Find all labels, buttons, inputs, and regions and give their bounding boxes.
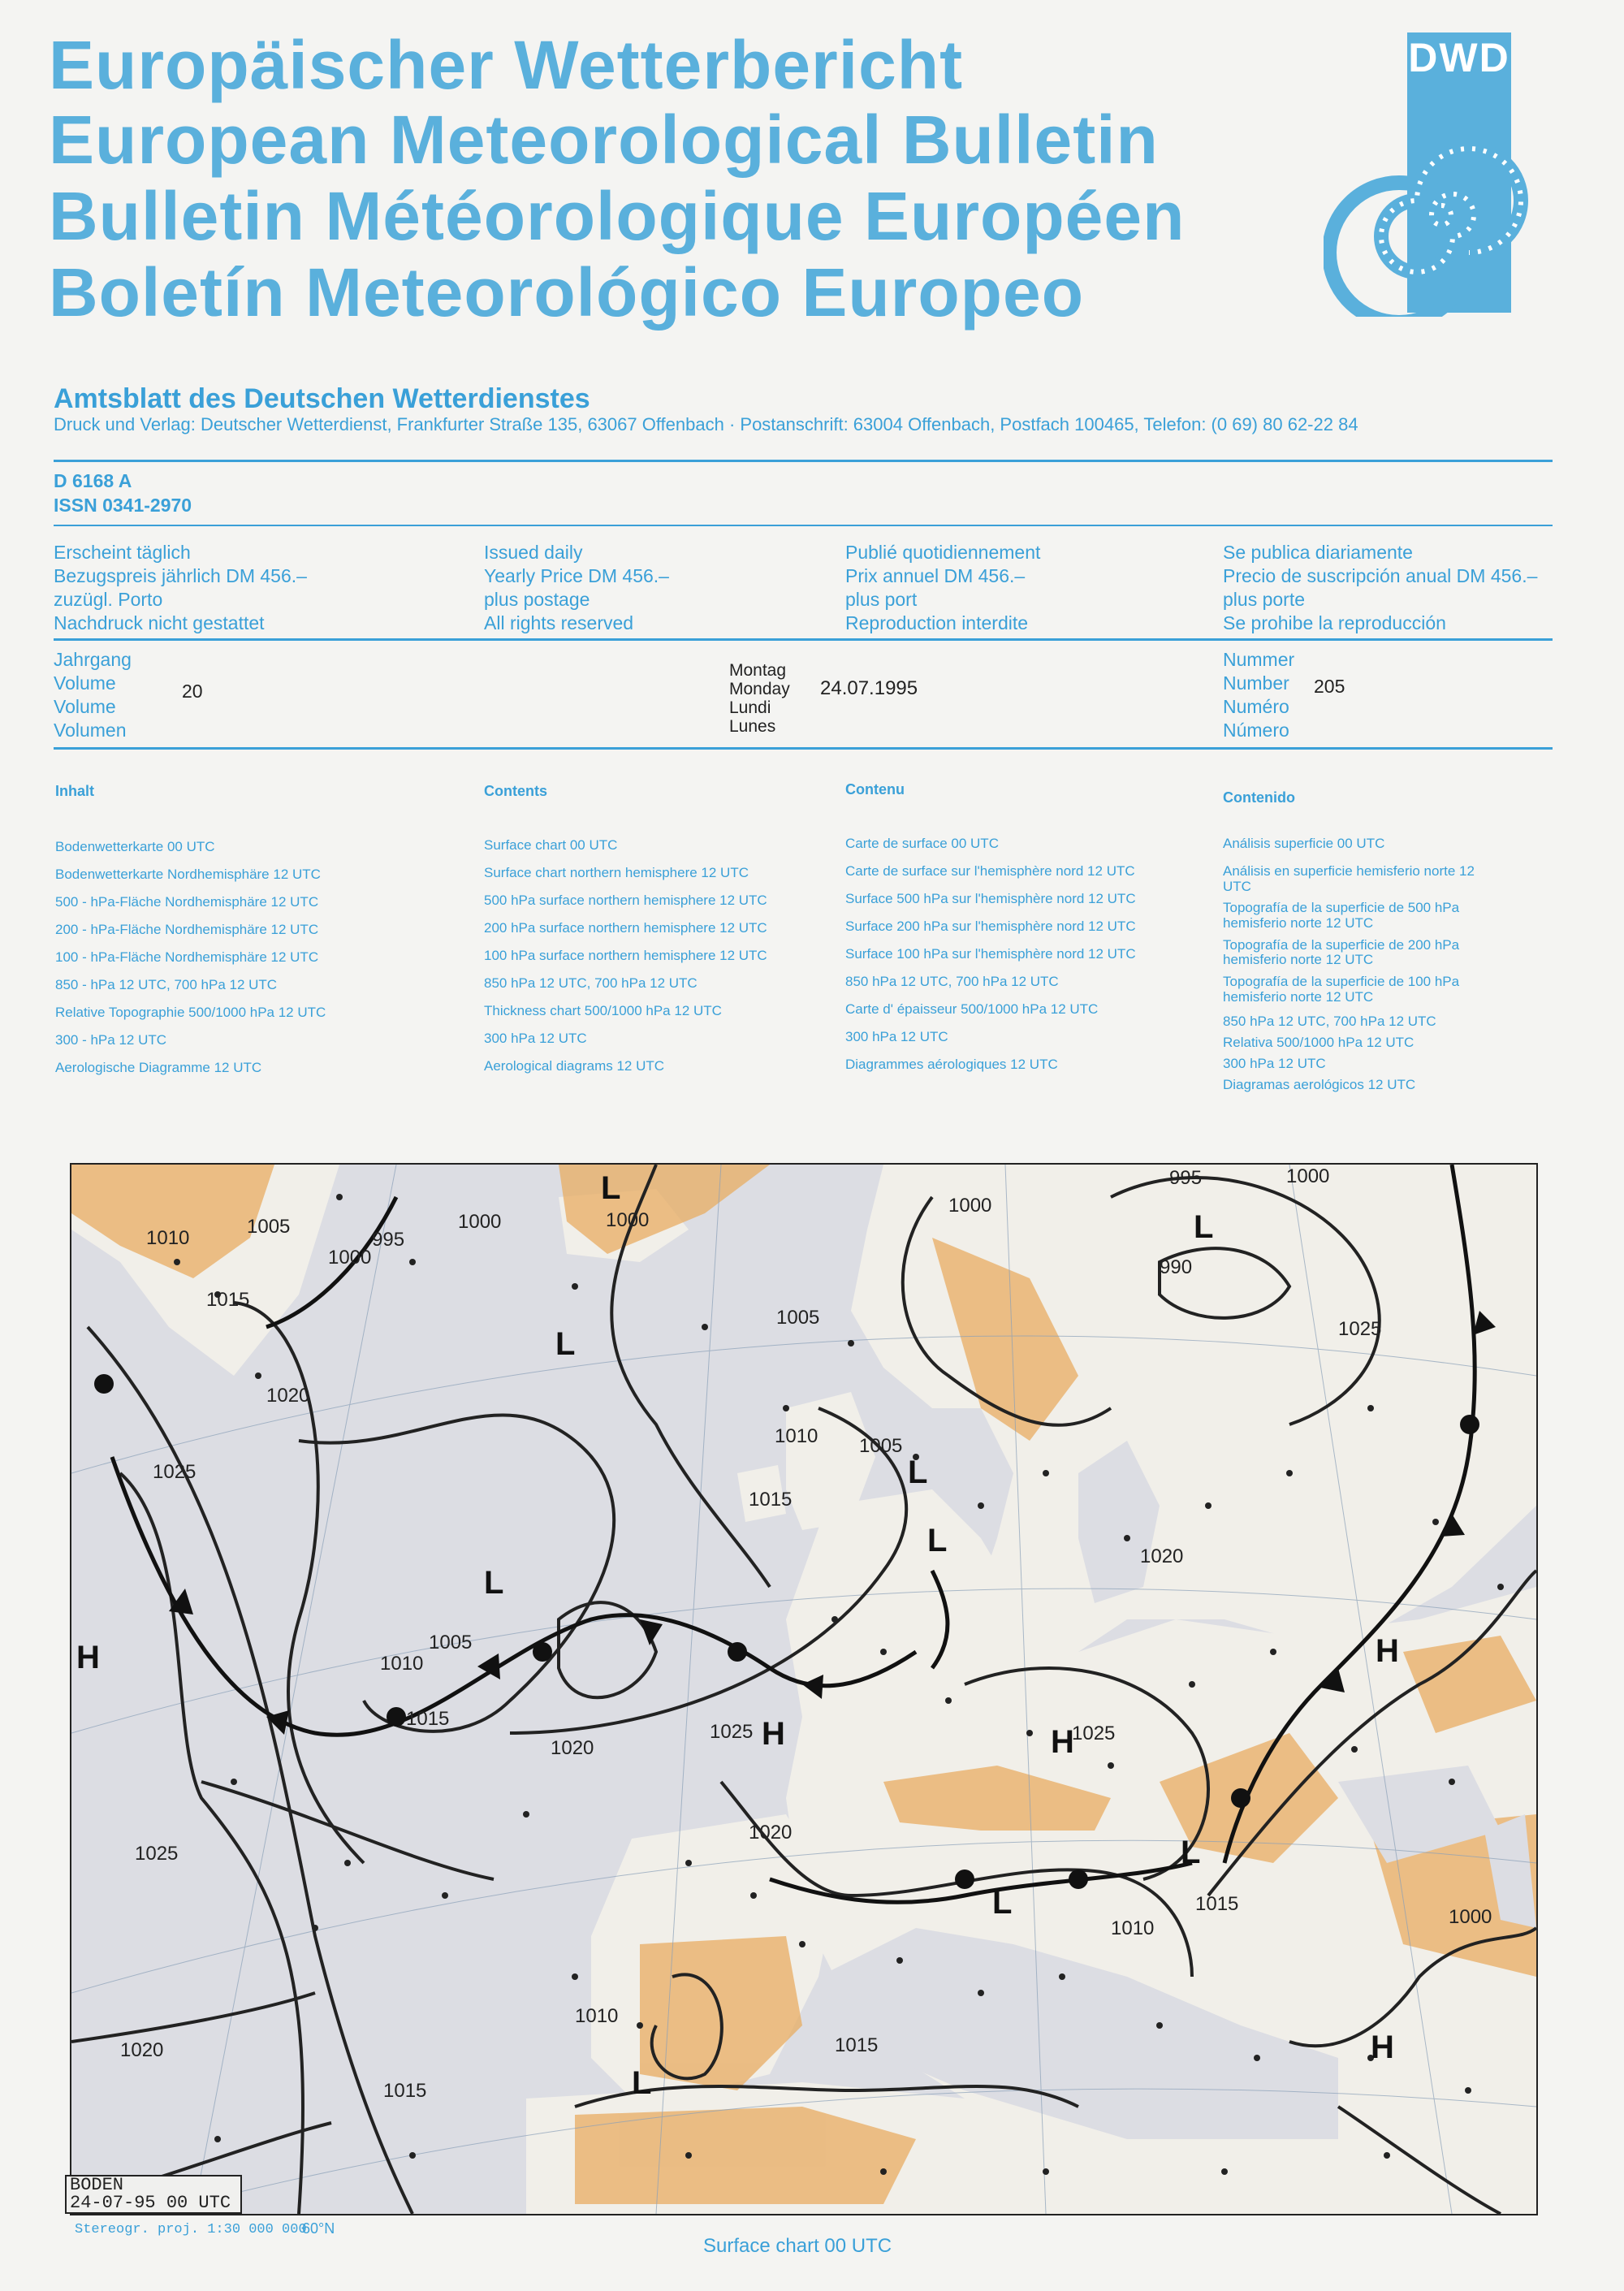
surface-weather-map xyxy=(70,1163,1538,2215)
volume-label: Volume xyxy=(54,672,116,694)
divider xyxy=(54,638,1553,641)
isobar-label: 1000 xyxy=(458,1211,502,1233)
contents-item: Carte de surface sur l'hemisphère nord 12 UTC xyxy=(845,863,1135,879)
id-code: D 6168 A xyxy=(54,470,132,491)
contents-heading-german: Inhalt xyxy=(55,783,94,799)
info-line: Prix annuel DM 456.– xyxy=(845,564,1026,586)
title-german: Europäischer Wetterbericht xyxy=(49,27,964,103)
low-center: L xyxy=(555,1326,576,1362)
contents-item: 850 hPa 12 UTC, 700 hPa 12 UTC xyxy=(484,975,698,991)
number-label: Number xyxy=(1223,672,1289,694)
day-label: Lundi xyxy=(729,698,771,718)
info-line: Precio de suscripción anual DM 456.– xyxy=(1223,564,1538,586)
info-spanish xyxy=(1223,541,1537,635)
spiral-logo-icon xyxy=(1324,114,1559,317)
title-english: European Meteorological Bulletin xyxy=(49,102,1159,178)
isobar-label: 990 xyxy=(1160,1256,1193,1278)
isobar-label: 1010 xyxy=(146,1227,190,1249)
low-center: L xyxy=(632,2065,652,2101)
low-center: L xyxy=(992,1885,1013,1921)
isobar-label: 1025 xyxy=(153,1461,197,1483)
contents-item: 500 - hPa-Fläche Nordhemisphäre 12 UTC xyxy=(55,894,319,910)
info-line: Issued daily xyxy=(484,542,583,563)
number-label: Numéro xyxy=(1223,695,1289,717)
map-svg xyxy=(71,1165,1536,2214)
isobar-label: 1000 xyxy=(328,1247,372,1269)
day-label: Montag xyxy=(729,661,787,680)
low-center: L xyxy=(908,1455,928,1490)
contents-item: Análisis en superficie hemisferio norte 12 UTC xyxy=(1223,863,1475,894)
contents-item: Aerologische Diagramme 12 UTC xyxy=(55,1060,262,1075)
contents-heading-french: Contenu xyxy=(845,781,905,798)
isobar-label: 1000 xyxy=(606,1209,650,1231)
info-line: plus postage xyxy=(484,588,590,610)
isobar-label: 1020 xyxy=(749,1822,793,1844)
isobar-label: 1025 xyxy=(135,1843,179,1865)
high-center: H xyxy=(1371,2029,1394,2065)
contents-item: Surface 500 hPa sur l'hemisphère nord 12 UTC xyxy=(845,891,1136,906)
isobar-label: 1010 xyxy=(575,2005,619,2027)
contents-item: Surface chart 00 UTC xyxy=(484,837,618,853)
divider xyxy=(54,747,1553,750)
contents-item: Topografía de la superficie de 100 hPa hemisferio norte 12 UTC xyxy=(1223,974,1460,1005)
contents-item: Relative Topographie 500/1000 hPa 12 UTC xyxy=(55,1005,326,1020)
info-line: Publié quotidiennement xyxy=(845,542,1041,563)
low-center: L xyxy=(484,1565,504,1601)
number-label: Número xyxy=(1223,719,1289,741)
contents-heading-spanish: Contenido xyxy=(1223,789,1295,806)
high-center: H xyxy=(762,1716,785,1752)
contents-item: Surface chart northern hemisphere 12 UTC xyxy=(484,865,749,880)
info-line: Nachdruck nicht gestattet xyxy=(54,612,265,633)
volume-label: Volumen xyxy=(54,719,127,741)
issn: ISSN 0341-2970 xyxy=(54,495,192,516)
info-german xyxy=(54,541,307,635)
title-spanish: Boletín Meteorológico Europeo xyxy=(49,254,1085,331)
contents-item: Bodenwetterkarte Nordhemisphäre 12 UTC xyxy=(55,867,321,882)
contents-item: 300 - hPa 12 UTC xyxy=(55,1032,167,1048)
contents-item: Thickness chart 500/1000 hPa 12 UTC xyxy=(484,1003,722,1018)
day-label: Monday xyxy=(729,680,790,699)
contents-item: 100 hPa surface northern hemisphere 12 UTC xyxy=(484,948,767,963)
contents-german xyxy=(55,833,326,1082)
latitude-label: 60°N xyxy=(302,2220,335,2237)
day-labels xyxy=(729,661,790,736)
contents-item: Diagrammes aérologiques 12 UTC xyxy=(845,1057,1058,1072)
isobar-label: 1020 xyxy=(551,1737,594,1759)
day-label: Lunes xyxy=(729,717,776,737)
isobar-label: 1015 xyxy=(835,2034,879,2056)
low-center: L xyxy=(1194,1209,1214,1245)
contents-item: 850 - hPa 12 UTC, 700 hPa 12 UTC xyxy=(55,977,278,992)
contents-french xyxy=(845,830,1136,1078)
info-line: Erscheint täglich xyxy=(54,542,191,563)
contents-item: Topografía de la superficie de 200 hPa hemisferio norte 12 UTC xyxy=(1223,936,1460,968)
contents-item: Surface 100 hPa sur l'hemisphère nord 12 UTC xyxy=(845,946,1136,962)
issue-number: 205 xyxy=(1314,676,1345,697)
low-center: L xyxy=(927,1523,948,1558)
info-line: plus port xyxy=(845,588,918,610)
isobar-label: 1025 xyxy=(1072,1723,1116,1744)
isobar-label: 1010 xyxy=(380,1653,424,1675)
isobar-label: 1005 xyxy=(859,1435,903,1457)
high-center: H xyxy=(1376,1633,1399,1669)
contents-item: 200 hPa surface northern hemisphere 12 UTC xyxy=(484,920,767,936)
stamp-line: 24-07-95 00 UTC xyxy=(70,2193,231,2213)
isobar-label: 995 xyxy=(1169,1167,1203,1189)
isobar-label: 1000 xyxy=(948,1195,992,1217)
low-center: L xyxy=(1181,1835,1201,1870)
isobar-label: 1005 xyxy=(247,1216,291,1238)
volume-labels xyxy=(54,648,132,742)
low-center: L xyxy=(601,1170,621,1206)
high-center: H xyxy=(76,1640,100,1675)
publisher-address: Druck und Verlag: Deutscher Wetterdienst, Frankfurter Straße 135, 63067 Offenbach · Postanschrift: 63004 Offenbach, Postfach 100465, Telefon: (0 69) 80 62-22 84 xyxy=(54,414,1358,434)
info-line: Yearly Price DM 456.– xyxy=(484,564,669,586)
isobar-label: 1025 xyxy=(1338,1318,1382,1340)
contents-item: 300 hPa 12 UTC xyxy=(1223,1055,1326,1071)
contents-item: Surface 200 hPa sur l'hemisphère nord 12 UTC xyxy=(845,919,1136,934)
contents-item: Carte d' épaisseur 500/1000 hPa 12 UTC xyxy=(845,1001,1099,1017)
contents-item: Análisis superficie 00 UTC xyxy=(1223,836,1385,851)
info-line: Reproduction interdite xyxy=(845,612,1029,633)
volume-value: 20 xyxy=(182,681,203,702)
info-line: All rights reserved xyxy=(484,612,634,633)
info-french xyxy=(845,541,1040,635)
contents-item: 850 hPa 12 UTC, 700 hPa 12 UTC xyxy=(1223,1013,1436,1029)
volume-label: Volume xyxy=(54,695,116,717)
isobar-label: 1025 xyxy=(710,1721,754,1743)
contents-item: 200 - hPa-Fläche Nordhemisphäre 12 UTC xyxy=(55,922,319,937)
divider xyxy=(54,460,1553,462)
isobar-label: 1010 xyxy=(775,1425,818,1447)
isobar-label: 995 xyxy=(372,1229,405,1251)
info-line: plus porte xyxy=(1223,588,1306,610)
title-french: Bulletin Météorologique Européen xyxy=(49,178,1186,254)
isobar-label: 1020 xyxy=(1140,1545,1184,1567)
isobar-label: 1015 xyxy=(1195,1893,1239,1915)
number-label: Nummer xyxy=(1223,649,1295,670)
isobar-label: 1015 xyxy=(206,1289,250,1311)
chart-stamp xyxy=(65,2175,242,2214)
publisher-title: Amtsblatt des Deutschen Wetterdienstes xyxy=(54,383,590,414)
contents-item: 300 hPa 12 UTC xyxy=(484,1031,587,1046)
contents-item: 500 hPa surface northern hemisphere 12 UTC xyxy=(484,893,767,908)
isobar-label: 1015 xyxy=(383,2080,427,2102)
isobar-label: 1015 xyxy=(406,1708,450,1730)
map-caption: Surface chart 00 UTC xyxy=(703,2235,892,2257)
contents-item: Aerological diagrams 12 UTC xyxy=(484,1058,665,1074)
high-center: H xyxy=(1051,1724,1074,1760)
info-line: Bezugspreis jährlich DM 456.– xyxy=(54,564,307,586)
stamp-line: BODEN xyxy=(70,2175,124,2195)
projection-label: Stereogr. proj. 1:30 000 000 xyxy=(75,2222,307,2237)
info-line: Se publica diariamente xyxy=(1223,542,1413,563)
contents-heading-english: Contents xyxy=(484,783,547,799)
volume-label: Jahrgang xyxy=(54,649,132,670)
contents-item: Topografía de la superficie de 500 hPa hemisferio norte 12 UTC xyxy=(1223,900,1460,932)
isobar-label: 1005 xyxy=(429,1632,473,1653)
contents-item: 300 hPa 12 UTC xyxy=(845,1029,948,1044)
contents-item: 850 hPa 12 UTC, 700 hPa 12 UTC xyxy=(845,974,1059,989)
isobar-label: 1020 xyxy=(266,1385,310,1407)
isobar-label: 1015 xyxy=(749,1489,793,1511)
isobar-label: 1000 xyxy=(1449,1906,1492,1928)
isobar-label: 1000 xyxy=(1286,1165,1330,1187)
info-line: zuzügl. Porto xyxy=(54,588,163,610)
contents-item: Carte de surface 00 UTC xyxy=(845,836,999,851)
info-english xyxy=(484,541,669,635)
issue-date: 24.07.1995 xyxy=(820,677,918,699)
contents-item: Bodenwetterkarte 00 UTC xyxy=(55,839,215,854)
contents-item: Diagramas aerológicos 12 UTC xyxy=(1223,1076,1416,1092)
isobar-label: 1020 xyxy=(120,2039,164,2061)
info-line: Se prohibe la reproducción xyxy=(1223,612,1446,633)
isobar-label: 1010 xyxy=(1111,1917,1155,1939)
contents-spanish xyxy=(1223,830,1491,1096)
contents-item: 100 - hPa-Fläche Nordhemisphäre 12 UTC xyxy=(55,949,319,965)
divider xyxy=(54,525,1553,526)
isobar-label: 1005 xyxy=(776,1307,820,1329)
dwd-logo-text: DWD xyxy=(1408,35,1510,80)
contents-item: Relativa 500/1000 hPa 12 UTC xyxy=(1223,1034,1415,1050)
contents-english xyxy=(484,832,767,1080)
number-labels xyxy=(1223,648,1294,742)
